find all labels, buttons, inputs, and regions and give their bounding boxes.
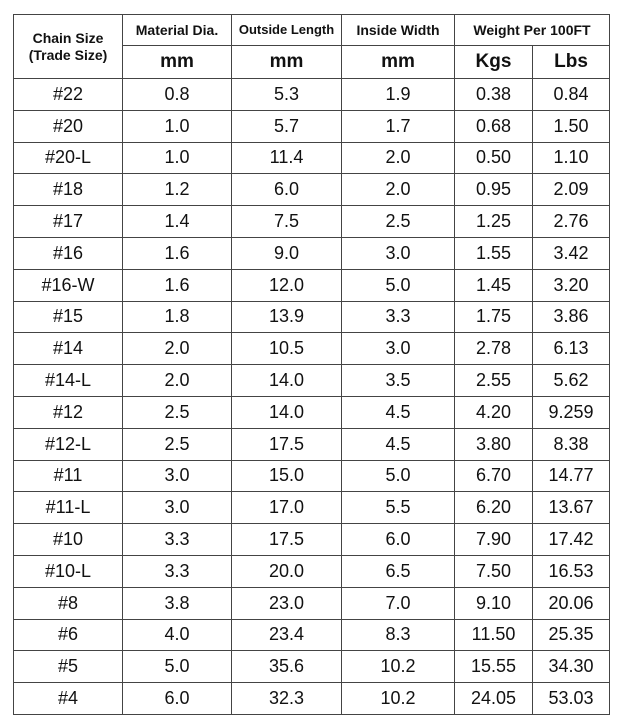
cell-outside-length: 32.3 bbox=[232, 683, 342, 715]
cell-material-dia: 3.3 bbox=[123, 555, 232, 587]
cell-chain-size: #16-W bbox=[14, 269, 123, 301]
cell-chain-size: #18 bbox=[14, 174, 123, 206]
table-row bbox=[14, 110, 610, 142]
cell-chain-size: #22 bbox=[14, 79, 123, 111]
cell-inside-width: 2.5 bbox=[342, 206, 455, 238]
cell-weight-lbs: 16.53 bbox=[533, 555, 610, 587]
cell-weight-kgs: 4.20 bbox=[455, 396, 533, 428]
cell-outside-length: 13.9 bbox=[232, 301, 342, 333]
cell-inside-width: 2.0 bbox=[342, 142, 455, 174]
cell-outside-length: 11.4 bbox=[232, 142, 342, 174]
cell-outside-length: 5.3 bbox=[232, 79, 342, 111]
cell-material-dia: 2.0 bbox=[123, 333, 232, 365]
cell-outside-length: 12.0 bbox=[232, 269, 342, 301]
cell-weight-lbs: 1.50 bbox=[533, 110, 610, 142]
header-inside-width: Inside Width bbox=[342, 15, 455, 46]
table-row bbox=[14, 619, 610, 651]
cell-material-dia: 1.6 bbox=[123, 269, 232, 301]
table-row bbox=[14, 524, 610, 556]
cell-material-dia: 5.0 bbox=[123, 651, 232, 683]
cell-weight-kgs: 7.50 bbox=[455, 555, 533, 587]
cell-inside-width: 3.5 bbox=[342, 365, 455, 397]
cell-outside-length: 9.0 bbox=[232, 237, 342, 269]
cell-outside-length: 6.0 bbox=[232, 174, 342, 206]
table-header bbox=[14, 15, 610, 79]
table-row bbox=[14, 587, 610, 619]
cell-material-dia: 3.8 bbox=[123, 587, 232, 619]
cell-material-dia: 2.5 bbox=[123, 428, 232, 460]
cell-chain-size: #16 bbox=[14, 237, 123, 269]
cell-chain-size: #17 bbox=[14, 206, 123, 238]
unit-material-dia: mm bbox=[123, 45, 232, 78]
cell-weight-lbs: 3.42 bbox=[533, 237, 610, 269]
cell-inside-width: 4.5 bbox=[342, 396, 455, 428]
cell-weight-lbs: 6.13 bbox=[533, 333, 610, 365]
table-row bbox=[14, 174, 610, 206]
table-row bbox=[14, 333, 610, 365]
header-outside-length: Outside Length bbox=[232, 15, 342, 46]
cell-weight-kgs: 11.50 bbox=[455, 619, 533, 651]
cell-outside-length: 23.0 bbox=[232, 587, 342, 619]
cell-inside-width: 3.0 bbox=[342, 333, 455, 365]
cell-weight-lbs: 25.35 bbox=[533, 619, 610, 651]
cell-weight-kgs: 9.10 bbox=[455, 587, 533, 619]
cell-inside-width: 3.3 bbox=[342, 301, 455, 333]
cell-outside-length: 35.6 bbox=[232, 651, 342, 683]
cell-weight-kgs: 0.50 bbox=[455, 142, 533, 174]
cell-inside-width: 10.2 bbox=[342, 683, 455, 715]
cell-weight-lbs: 1.10 bbox=[533, 142, 610, 174]
header-chain-size bbox=[14, 15, 123, 79]
cell-inside-width: 1.9 bbox=[342, 79, 455, 111]
cell-chain-size: #12-L bbox=[14, 428, 123, 460]
unit-outside-length: mm bbox=[232, 45, 342, 78]
unit-kgs: Kgs bbox=[455, 45, 533, 78]
cell-chain-size: #12 bbox=[14, 396, 123, 428]
header-weight: Weight Per 100FT bbox=[455, 15, 610, 46]
cell-weight-lbs: 13.67 bbox=[533, 492, 610, 524]
cell-outside-length: 15.0 bbox=[232, 460, 342, 492]
table-row bbox=[14, 460, 610, 492]
cell-weight-kgs: 0.95 bbox=[455, 174, 533, 206]
cell-inside-width: 4.5 bbox=[342, 428, 455, 460]
cell-weight-lbs: 3.86 bbox=[533, 301, 610, 333]
table-row bbox=[14, 683, 610, 715]
cell-weight-lbs: 34.30 bbox=[533, 651, 610, 683]
header-chain-size-line1: Chain Size bbox=[32, 29, 104, 46]
cell-chain-size: #14 bbox=[14, 333, 123, 365]
cell-chain-size: #5 bbox=[14, 651, 123, 683]
cell-weight-kgs: 1.25 bbox=[455, 206, 533, 238]
table-row bbox=[14, 365, 610, 397]
cell-chain-size: #10-L bbox=[14, 555, 123, 587]
cell-outside-length: 17.5 bbox=[232, 428, 342, 460]
unit-lbs: Lbs bbox=[533, 45, 610, 78]
cell-outside-length: 20.0 bbox=[232, 555, 342, 587]
cell-outside-length: 5.7 bbox=[232, 110, 342, 142]
cell-material-dia: 2.0 bbox=[123, 365, 232, 397]
cell-material-dia: 0.8 bbox=[123, 79, 232, 111]
cell-weight-kgs: 15.55 bbox=[455, 651, 533, 683]
cell-inside-width: 5.0 bbox=[342, 269, 455, 301]
cell-material-dia: 1.0 bbox=[123, 142, 232, 174]
cell-weight-lbs: 17.42 bbox=[533, 524, 610, 556]
cell-material-dia: 3.3 bbox=[123, 524, 232, 556]
cell-weight-kgs: 6.20 bbox=[455, 492, 533, 524]
cell-weight-kgs: 7.90 bbox=[455, 524, 533, 556]
cell-material-dia: 1.6 bbox=[123, 237, 232, 269]
header-material-dia: Material Dia. bbox=[123, 15, 232, 46]
cell-chain-size: #10 bbox=[14, 524, 123, 556]
table-row bbox=[14, 651, 610, 683]
chain-spec-table bbox=[13, 14, 610, 715]
cell-weight-kgs: 2.78 bbox=[455, 333, 533, 365]
unit-inside-width: mm bbox=[342, 45, 455, 78]
cell-weight-lbs: 2.09 bbox=[533, 174, 610, 206]
cell-weight-lbs: 2.76 bbox=[533, 206, 610, 238]
cell-weight-kgs: 2.55 bbox=[455, 365, 533, 397]
cell-chain-size: #15 bbox=[14, 301, 123, 333]
cell-chain-size: #14-L bbox=[14, 365, 123, 397]
cell-weight-lbs: 0.84 bbox=[533, 79, 610, 111]
cell-weight-lbs: 3.20 bbox=[533, 269, 610, 301]
cell-weight-kgs: 0.68 bbox=[455, 110, 533, 142]
cell-chain-size: #20 bbox=[14, 110, 123, 142]
cell-weight-lbs: 5.62 bbox=[533, 365, 610, 397]
cell-outside-length: 17.5 bbox=[232, 524, 342, 556]
cell-outside-length: 17.0 bbox=[232, 492, 342, 524]
table-row bbox=[14, 492, 610, 524]
cell-inside-width: 7.0 bbox=[342, 587, 455, 619]
table-row bbox=[14, 555, 610, 587]
cell-weight-kgs: 6.70 bbox=[455, 460, 533, 492]
header-chain-size-line2: (Trade Size) bbox=[28, 46, 108, 63]
cell-weight-kgs: 1.75 bbox=[455, 301, 533, 333]
cell-outside-length: 23.4 bbox=[232, 619, 342, 651]
table-row bbox=[14, 79, 610, 111]
cell-outside-length: 10.5 bbox=[232, 333, 342, 365]
cell-chain-size: #4 bbox=[14, 683, 123, 715]
table-row bbox=[14, 142, 610, 174]
cell-inside-width: 2.0 bbox=[342, 174, 455, 206]
cell-inside-width: 5.0 bbox=[342, 460, 455, 492]
cell-chain-size: #6 bbox=[14, 619, 123, 651]
cell-material-dia: 1.0 bbox=[123, 110, 232, 142]
cell-weight-lbs: 53.03 bbox=[533, 683, 610, 715]
cell-material-dia: 4.0 bbox=[123, 619, 232, 651]
cell-inside-width: 8.3 bbox=[342, 619, 455, 651]
cell-weight-lbs: 9.259 bbox=[533, 396, 610, 428]
cell-inside-width: 1.7 bbox=[342, 110, 455, 142]
cell-inside-width: 6.0 bbox=[342, 524, 455, 556]
chain-spec-sheet bbox=[13, 14, 609, 715]
cell-outside-length: 14.0 bbox=[232, 365, 342, 397]
cell-inside-width: 6.5 bbox=[342, 555, 455, 587]
cell-chain-size: #8 bbox=[14, 587, 123, 619]
cell-weight-lbs: 20.06 bbox=[533, 587, 610, 619]
cell-material-dia: 1.4 bbox=[123, 206, 232, 238]
cell-material-dia: 1.8 bbox=[123, 301, 232, 333]
cell-weight-kgs: 1.55 bbox=[455, 237, 533, 269]
cell-material-dia: 3.0 bbox=[123, 460, 232, 492]
cell-weight-kgs: 24.05 bbox=[455, 683, 533, 715]
cell-weight-lbs: 8.38 bbox=[533, 428, 610, 460]
cell-weight-lbs: 14.77 bbox=[533, 460, 610, 492]
cell-chain-size: #11-L bbox=[14, 492, 123, 524]
cell-weight-kgs: 1.45 bbox=[455, 269, 533, 301]
cell-weight-kgs: 0.38 bbox=[455, 79, 533, 111]
cell-material-dia: 6.0 bbox=[123, 683, 232, 715]
table-row bbox=[14, 206, 610, 238]
table-row bbox=[14, 269, 610, 301]
table-row bbox=[14, 237, 610, 269]
cell-outside-length: 14.0 bbox=[232, 396, 342, 428]
cell-inside-width: 5.5 bbox=[342, 492, 455, 524]
cell-chain-size: #20-L bbox=[14, 142, 123, 174]
cell-inside-width: 3.0 bbox=[342, 237, 455, 269]
cell-outside-length: 7.5 bbox=[232, 206, 342, 238]
table-row bbox=[14, 301, 610, 333]
table-body bbox=[14, 79, 610, 715]
cell-chain-size: #11 bbox=[14, 460, 123, 492]
cell-material-dia: 3.0 bbox=[123, 492, 232, 524]
cell-material-dia: 1.2 bbox=[123, 174, 232, 206]
cell-material-dia: 2.5 bbox=[123, 396, 232, 428]
table-row bbox=[14, 396, 610, 428]
table-row bbox=[14, 428, 610, 460]
cell-weight-kgs: 3.80 bbox=[455, 428, 533, 460]
cell-inside-width: 10.2 bbox=[342, 651, 455, 683]
